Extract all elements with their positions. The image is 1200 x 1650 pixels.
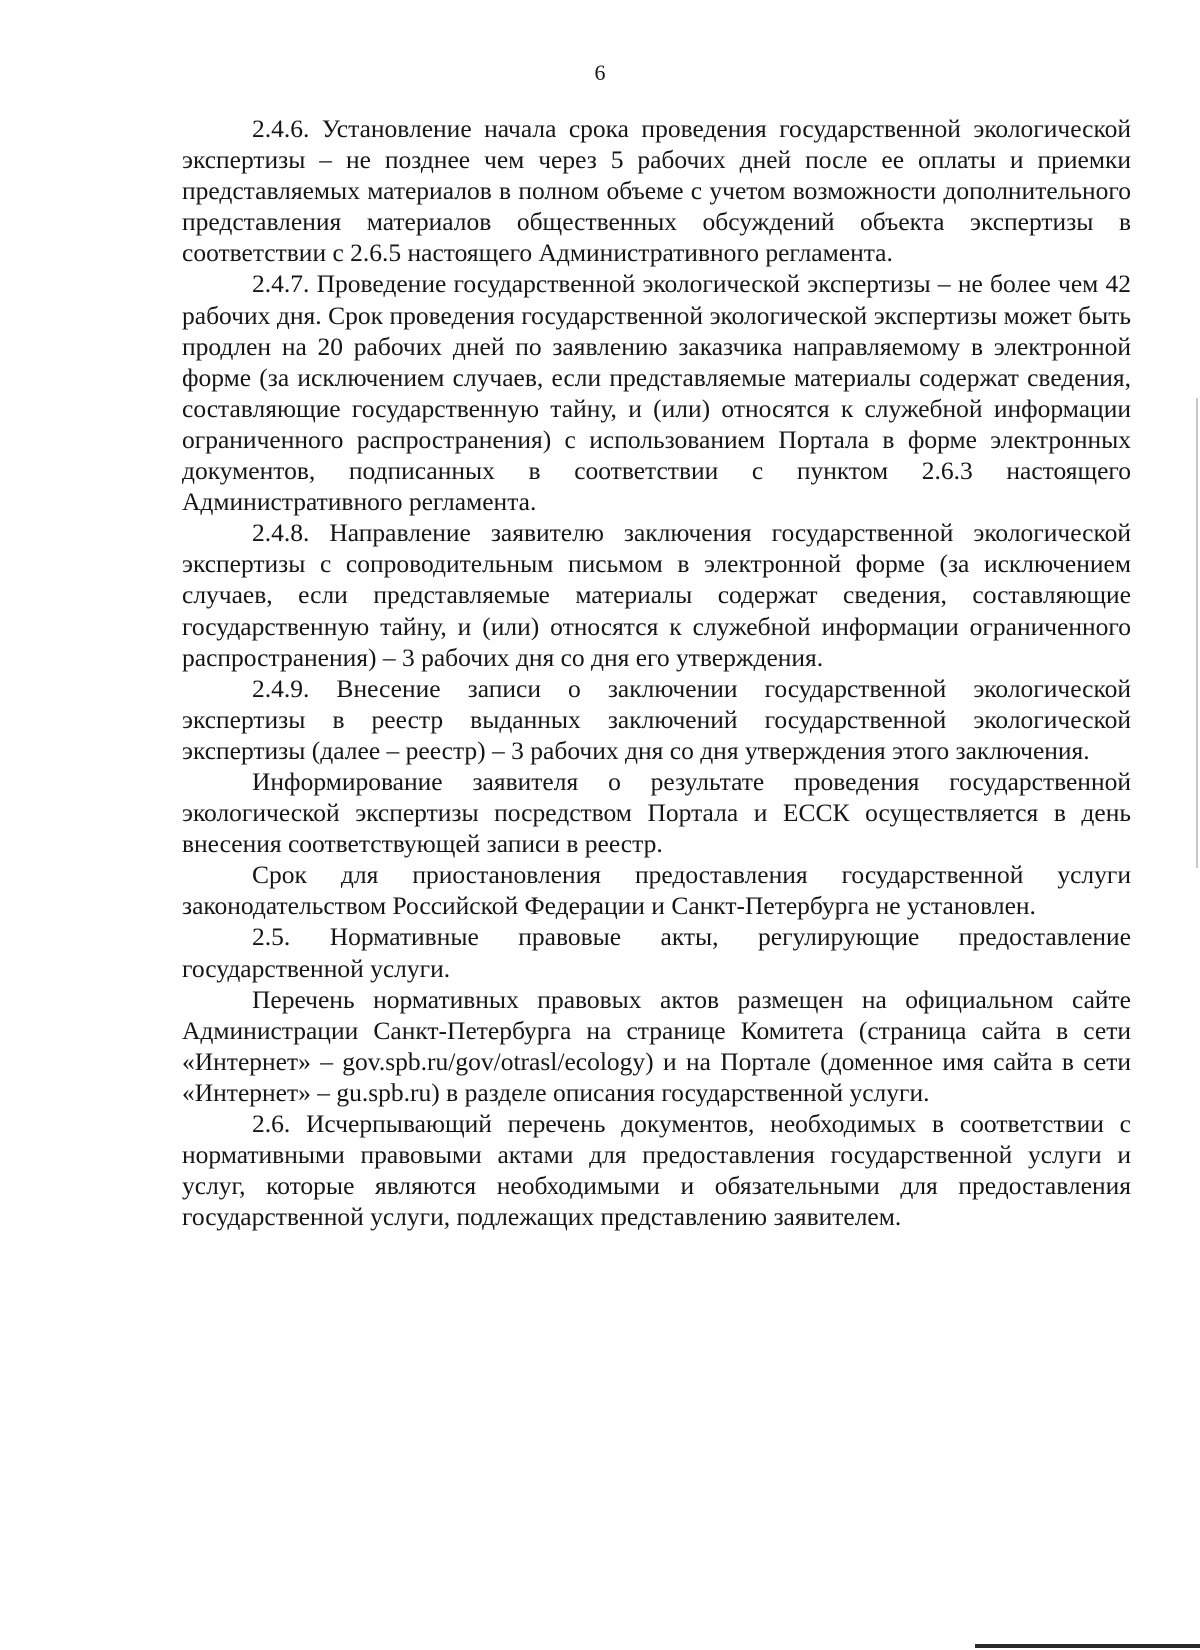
scan-edge-line (1196, 398, 1198, 868)
paragraph-suspension-term: Срок для приостановления предоставления государственной услуги законодательством Российской Федерации и Санкт-Петербурга не установлен. (182, 860, 1131, 921)
paragraph-2-4-7: 2.4.7. Проведение государственной экологической экспертизы – не более чем 42 рабочих дня. Срок проведения государственной экологической экспертизы может быть продлен на 20 рабочих дней по заявлению заказчика направляемому в электронной форме (за исключением случаев, если представляемые материалы содержат сведения, составляющие государственную тайну, и (или) относятся к служебной информации ограниченного распространения) с использованием Портала в форме электронных документов, подписанных в соответствии с пунктом 2.6.3 настоящего Административного регламента. (182, 269, 1131, 517)
paragraph-2-4-6: 2.4.6. Установление начала срока проведения государственной экологической экспертизы – не позднее чем через 5 рабочих дней после ее оплаты и приемки представляемых материалов в полном объеме с учетом возможности дополнительного представления материалов общественных обсуждений объекта экспертизы в соответствии с 2.6.5 настоящего Административного регламента. (182, 114, 1131, 268)
paragraph-2-5: 2.5. Нормативные правовые акты, регулирующие предоставление государственной услуги. (182, 922, 1131, 983)
page-number: 6 (594, 60, 606, 85)
paragraph-2-6: 2.6. Исчерпывающий перечень документов, необходимых в соответствии с нормативными правовыми актами для предоставления государственной услуги и услуг, которые являются необходимыми и обязательными для предоставления государственной услуги, подлежащих представлению заявителем. (182, 1109, 1131, 1232)
paragraph-2-4-8: 2.4.8. Направление заявителю заключения государственной экологической экспертизы с сопроводительным письмом в электронной форме (за исключением случаев, если представляемые материалы содержат сведения, составляющие государственную тайну, и (или) относятся к служебной информации ограниченного распространения) – 3 рабочих дня со дня его утверждения. (182, 518, 1131, 672)
paragraph-2-4-9: 2.4.9. Внесение записи о заключении государственной экологической экспертизы в реестр выданных заключений государственной экологической экспертизы (далее – реестр) – 3 рабочих дня со дня утверждения этого заключения. (182, 673, 1131, 765)
document-body (182, 113, 1131, 1232)
paragraph-informing: Информирование заявителя о результате проведения государственной экологической экспертизы посредством Портала и ЕССК осуществляется в день внесения соответствующей записи в реестр. (182, 766, 1131, 859)
paragraph-legal-acts-list: Перечень нормативных правовых актов размещен на официальном сайте Администрации Санкт-Петербурга на странице Комитета (страница сайта в сети «Интернет» – gov.spb.ru/gov/otrasl/ecology) и на Портале (доменное имя сайта в сети «Интернет» – gu.spb.ru) в разделе описания государственной услуги. (182, 984, 1131, 1107)
scan-bottom-mark (975, 1644, 1200, 1648)
